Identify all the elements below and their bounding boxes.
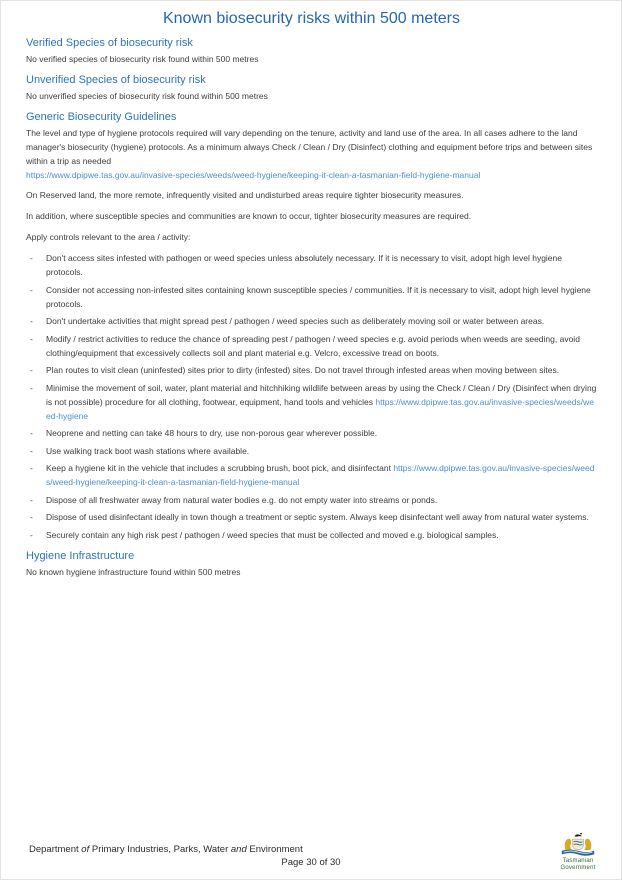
section-heading-generic-guidelines: Generic Biosecurity Guidelines xyxy=(26,111,177,123)
bullet-text: Securely contain any high risk pest / pathogen / weed species that must be collected and moved e.g. biological samples. xyxy=(46,529,499,540)
footer-page-number: Page 30 of 30 xyxy=(281,857,341,868)
guideline-bullet xyxy=(26,251,597,279)
footer-department xyxy=(29,843,621,856)
guidelines-intro-paragraph xyxy=(26,126,597,182)
guideline-bullet xyxy=(26,528,597,542)
guidelines-intro-text: The level and type of hygiene protocols required will vary depending on the tenure, activity and land use of the area. In all cases adhere to the land manager's biosecurity (hygiene) protocols. As a minimum always Check / Clean / Dry (Disinfect) clothing and equipment before trips and between sites within a trip as needed xyxy=(26,128,593,166)
section-heading-verified: Verified Species of biosecurity risk xyxy=(26,37,193,49)
guideline-bullet xyxy=(26,493,597,507)
apply-controls-paragraph: Apply controls relevant to the area / activity: xyxy=(26,232,191,242)
bullet-text: Consider not accessing non-infested sites containing known susceptible species / communities. If it is necessary to visit, adopt high level hygiene protocols. xyxy=(46,284,591,309)
section-heading-unverified: Unverified Species of biosecurity risk xyxy=(26,74,206,86)
page-title: Known biosecurity risks within 500 meters xyxy=(162,10,460,27)
reserved-land-paragraph: On Reserved land, the more remote, infrequently visited and undisturbed areas require tighter biosecurity measures. xyxy=(26,190,464,200)
footer-department-segment: of xyxy=(81,844,90,855)
bullet-text: Neoprene and netting can take 48 hours to dry, use non-porous gear wherever possible. xyxy=(46,428,378,438)
verified-result-text: No verified species of biosecurity risk found within 500 metres xyxy=(26,54,259,64)
bullet-text: Don't undertake activities that might spread pest / pathogen / weed species such as deliberately moving soil or water between areas. xyxy=(46,316,545,326)
footer-department-segment: Department xyxy=(29,844,82,855)
section-heading-hygiene-infrastructure: Hygiene Infrastructure xyxy=(26,549,135,562)
bullet-text: Use walking track boot wash stations where available. xyxy=(46,445,250,456)
guideline-bullet xyxy=(26,510,597,524)
bullet-link[interactable]: https://www.dpipwe.tas.gov.au/invasive-species/weeds/weed-hygiene xyxy=(46,396,594,421)
bullet-link[interactable]: https://www.dpipwe.tas.gov.au/invasive-species/weeds/weed-hygiene/keeping-it-clean-a-tasmanian-field-hygiene-manual xyxy=(46,463,595,487)
guideline-bullet xyxy=(26,461,597,489)
bullet-text: Dispose of all freshwater away from natural water bodies e.g. do not empty water into streams or ponds. xyxy=(46,494,438,505)
bullet-text: Modify / restrict activities to reduce the chance of spreading pest / pathogen / weed species e.g. avoid periods when weeds are seeding, avoid clothing/equipment that excessively collects soil and plant material e.g. Velcro, excessive tread on boots. xyxy=(46,333,580,358)
guideline-bullet xyxy=(26,444,597,458)
guideline-bullet xyxy=(26,314,597,328)
guideline-bullet xyxy=(26,283,597,311)
unverified-result-text: No unverified species of biosecurity risk found within 500 metres xyxy=(26,91,268,101)
bullet-text: Don't access sites infested with pathogen or weed species unless absolutely necessary. If it is necessary to visit, adopt high level hygiene protocols. xyxy=(46,253,562,277)
hygiene-infrastructure-result-text: No known hygiene infrastructure found within 500 metres xyxy=(26,566,241,577)
bullet-text: Plan routes to visit clean (uninfested) sites prior to dirty (infested) sites. Do not travel through infested areas when moving between sites. xyxy=(46,365,560,375)
logo-text-line1: Tasmanian xyxy=(562,858,594,864)
footer-department-segment: Environment xyxy=(246,844,303,855)
guideline-bullet xyxy=(26,363,597,377)
page-footer xyxy=(1,843,621,869)
guidelines-list xyxy=(26,251,597,542)
in-addition-paragraph: In addition, where susceptible species and communities are known to occur, tighter biosecurity measures are required. xyxy=(26,211,472,221)
bullet-text: Minimise the movement of soil, water, plant material and hitchhiking wildlife between areas by using the Check / Clean / Dry (Disinfect when drying is not possible) procedure for all clothing, footwear, equipment, hand tools and vehicles xyxy=(46,382,597,407)
bullet-text: Dispose of used disinfectant ideally in town though a treatment or septic system. Always keep disinfectant well away from natural water systems. xyxy=(46,512,589,522)
guideline-bullet xyxy=(26,332,597,360)
footer-department-segment: and xyxy=(230,844,247,855)
guideline-bullet xyxy=(26,381,597,423)
footer-department-segment: Primary Industries, Parks, Water xyxy=(89,844,231,855)
tasmanian-government-logo xyxy=(555,831,601,871)
coat-of-arms-icon xyxy=(558,831,598,858)
bullet-text: Keep a hygiene kit in the vehicle that includes a scrubbing brush, boot pick, and disinfectant xyxy=(46,463,394,473)
hygiene-manual-link[interactable]: https://www.dpipwe.tas.gov.au/invasive-species/weeds/weed-hygiene/keeping-it-clean-a-tasmanian-field-hygiene-manual xyxy=(26,170,481,180)
logo-text-line2: Government xyxy=(560,864,596,871)
guideline-bullet xyxy=(26,426,597,440)
